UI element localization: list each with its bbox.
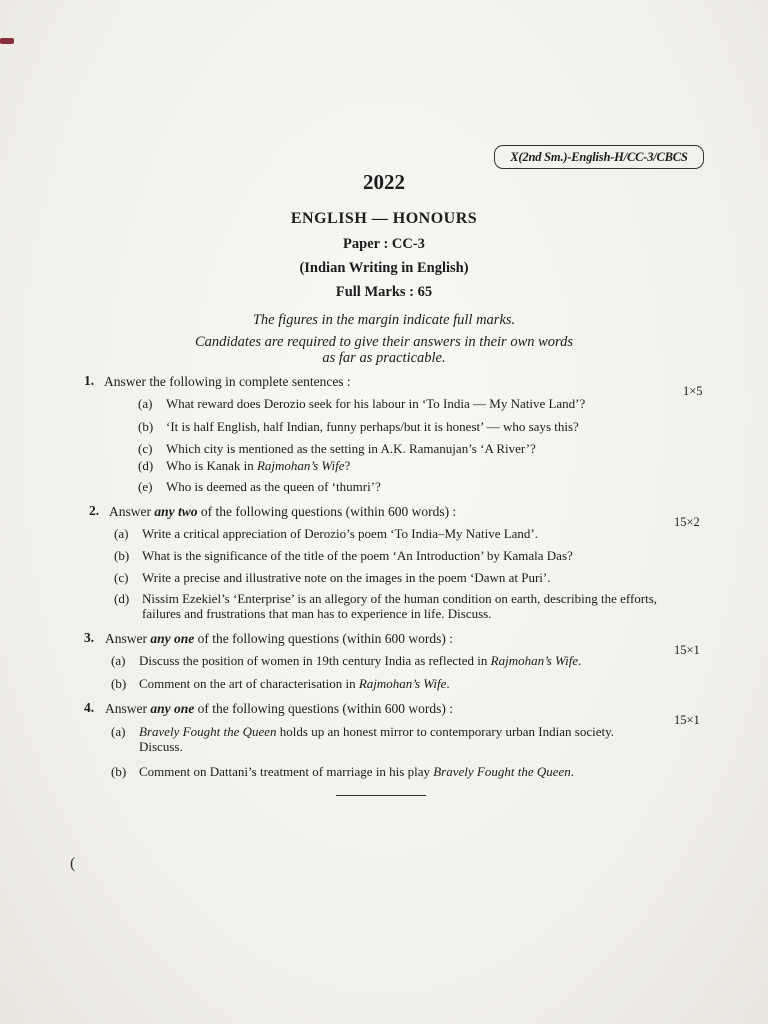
sub-text-italic: Bravely Fought the Queen [433, 764, 571, 779]
sub-label: (b) [111, 764, 127, 779]
sub-label: (c) [114, 570, 129, 585]
sub-label: (e) [138, 479, 153, 494]
question-number: 3. [84, 630, 95, 645]
sub-question [114, 591, 657, 607]
instruction-line-3: as far as practicable. [322, 350, 446, 366]
sub-text: Which city is mentioned as the setting in A.K. Ramanujan’s ‘A River’? [166, 441, 536, 456]
sub-text: Comment on the art of characterisation in [139, 676, 359, 691]
sub-text: ‘It is half English, half Indian, funny perhaps/but it is honest’ — who says this? [166, 419, 579, 434]
question-number: 1. [84, 373, 95, 388]
sub-text: Comment on Dattani’s treatment of marriage in his play [139, 764, 434, 779]
instruction-line-2: Candidates are required to give their answers in their own words [194, 334, 574, 350]
sub-question [111, 676, 450, 692]
sub-text: . [446, 676, 450, 691]
sub-label: (b) [114, 548, 130, 563]
paper-subtitle: (Indian Writing in English) [299, 260, 469, 276]
question-prompt [104, 374, 351, 390]
prompt-text: of the following questions (within 600 words) : [197, 504, 457, 519]
question-prompt [109, 504, 456, 520]
sub-question [111, 653, 581, 669]
instruction-line-1: The figures in the margin indicate full marks. [252, 312, 516, 328]
question-marks: 1×5 [683, 384, 703, 398]
question-marks: 15×2 [674, 515, 700, 529]
question-prompt [105, 701, 453, 717]
question-prompt [105, 631, 453, 647]
sub-question [114, 548, 573, 564]
sub-text: Who is Kanak in [166, 458, 257, 473]
subject-title: ENGLISH — HONOURS [290, 210, 478, 227]
page-edge-mark [0, 38, 14, 44]
sub-text: Discuss the position of women in 19th century India as reflected in [139, 653, 491, 668]
sub-text-italic: Rajmohan’s Wife [358, 676, 447, 691]
sub-text-italic: Rajmohan’s Wife [256, 458, 345, 473]
prompt-text: of the following questions (within 600 words) : [194, 701, 453, 716]
sub-label: (a) [111, 724, 126, 739]
prompt-text: Answer [105, 631, 151, 646]
sub-label: (a) [111, 653, 126, 668]
sub-text: . [570, 764, 575, 779]
prompt-text: Answer [105, 701, 151, 716]
prompt-emphasis: any one [150, 701, 195, 716]
margin-mark: ( [70, 855, 76, 872]
sub-question [114, 570, 551, 586]
sub-text-italic: Rajmohan’s Wife [490, 653, 579, 668]
sub-question [138, 479, 381, 495]
prompt-text: of the following questions (within 600 words) : [194, 631, 453, 646]
sub-text: What reward does Derozio seek for his labour in ‘To India — My Native Land’? [166, 396, 586, 411]
sub-text: Nissim Ezekiel’s ‘Enterprise’ is an allegory of the human condition on earth, describing the efforts, [142, 591, 658, 606]
sub-text: Who is deemed as the queen of ‘thumri’? [166, 479, 381, 494]
sub-label: (a) [138, 396, 153, 411]
prompt-text: Answer [109, 504, 155, 519]
question-number: 2. [89, 503, 100, 518]
question-marks: 15×1 [674, 713, 700, 727]
sub-label: (d) [114, 591, 130, 606]
prompt-emphasis: any two [154, 504, 198, 519]
question-marks: 15×1 [674, 643, 700, 657]
prompt-text: Answer the following in complete sentences : [104, 374, 351, 389]
prompt-emphasis: any one [150, 631, 195, 646]
sub-text-italic: Bravely Fought the Queen [139, 724, 277, 739]
sub-label: (a) [114, 526, 129, 541]
sub-text: holds up an honest mirror to contemporary urban Indian society. [276, 724, 614, 739]
full-marks: Full Marks : 65 [335, 284, 433, 300]
sub-label: (b) [138, 419, 154, 434]
sub-question [111, 764, 574, 780]
sub-question [111, 724, 614, 740]
question-number: 4. [84, 700, 95, 715]
paper-code-box: X(2nd Sm.)-English-H/CC-3/CBCS [494, 145, 704, 169]
sub-text: Write a critical appreciation of Derozio’s poem ‘To India–My Native Land’. [142, 526, 538, 541]
sub-question-continuation: failures and frustrations that man has to experience in life. Discuss. [142, 606, 492, 621]
sub-label: (d) [138, 458, 154, 473]
sub-question [138, 458, 350, 474]
end-rule [336, 795, 426, 796]
sub-text: Write a precise and illustrative note on the images in the poem ‘Dawn at Puri’. [142, 570, 551, 585]
sub-text: ? [344, 458, 351, 473]
sub-text: What is the significance of the title of the poem ‘An Introduction’ by Kamala Das? [142, 548, 573, 563]
sub-question [138, 441, 536, 457]
sub-question [138, 396, 585, 412]
sub-label: (c) [138, 441, 153, 456]
paper-code: Paper : CC-3 [343, 236, 425, 252]
exam-year: 2022 [363, 170, 405, 194]
sub-label: (b) [111, 676, 127, 691]
sub-question-continuation: Discuss. [139, 739, 183, 754]
sub-text: . [578, 653, 582, 668]
sub-question [138, 419, 579, 435]
sub-question [114, 526, 538, 542]
